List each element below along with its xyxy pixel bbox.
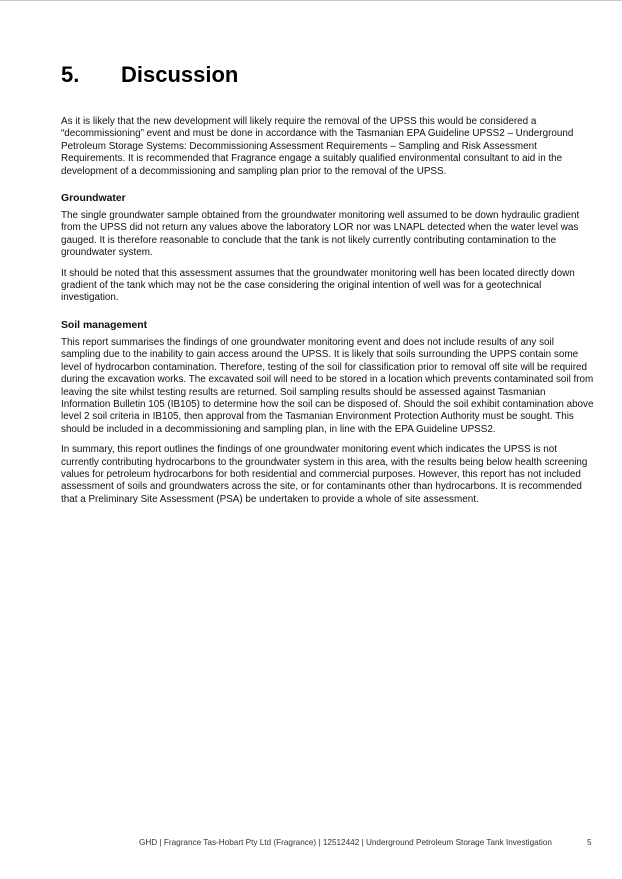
soil-management-paragraph: This report summarises the findings of one groundwater monitoring event and does not include results of any soil sampling due to the inability to gain access around the UPSS. It is likely that soils surrounding the UPPS contain some level of hydrocarbon contamination. Therefore, testing of the soil for classification prior to removal off site will be required during the excavation works. The excavated soil will need to be stored in a location which prevents contaminated soil from leaving the site whilst testing results are returned. Soil sampling results should be assessed against Tasmanian Information Bulletin 105 (IB105) to determine how the soil can be disposed of. Should the soil exhibit contamination above level 2 soil criteria in IB105, then approval from the Tasmanian Environment Protection Authority must be sought. This should be included in a decommissioning and sampling plan, in line with the EPA Guideline UPSS2. xyxy=(61,336,594,435)
section-heading xyxy=(61,62,596,90)
top-border-line xyxy=(0,0,622,1)
groundwater-paragraph: The single groundwater sample obtained from the groundwater monitoring well assumed to be down hydraulic gradient from the UPSS did not return any values above the laboratory LOR nor was LNAPL detected when the water level was gauged. It is therefore reasonable to conclude that the tank is not likely currently contributing contamination to the groundwater system. xyxy=(61,210,580,259)
section-title: Discussion xyxy=(121,62,239,87)
footer-text: GHD | Fragrance Tas-Hobart Pty Ltd (Fragrance) | 12512442 | Underground Petroleum Storage Tank Investigation xyxy=(139,838,552,847)
groundwater-paragraph: It should be noted that this assessment assumes that the groundwater monitoring well has been located directly down gradient of the tank which may not be the case considering the original intention of well was for a geotechnical investigation. xyxy=(61,267,575,304)
groundwater-heading: Groundwater xyxy=(61,193,126,205)
summary-paragraph: In summary, this report outlines the findings of one groundwater monitoring event which indicates the UPSS is not currently contributing hydrocarbons to the groundwater system in this area, with the results being below health screening values for petroleum hydrocarbons for both residential and commercial purposes. However, this report has not included assessment of soils and groundwaters across the site, or for contaminants other than hydrocarbons. It is recommended that a Preliminary Site Assessment (PSA) be undertaken to provide a whole of site assessment. xyxy=(61,444,588,505)
page-number: 5 xyxy=(587,838,592,847)
intro-paragraph: As it is likely that the new development will likely require the removal of the UPSS this would be considered a “decommissioning” event and must be done in accordance with the Tasmanian EPA Guideline UPSS2 – Underground Petroleum Storage Systems: Decommissioning Assessment Requirements – Sampling and Risk Assessment Requirements. It is recommended that Fragrance engage a suitably qualified environmental consultant to aid in the development of a decommissioning and sampling plan prior to the removal of the UPSS. xyxy=(61,116,574,177)
section-number: 5. xyxy=(61,62,80,87)
document-body xyxy=(61,62,596,514)
soil-management-heading: Soil management xyxy=(61,319,148,331)
